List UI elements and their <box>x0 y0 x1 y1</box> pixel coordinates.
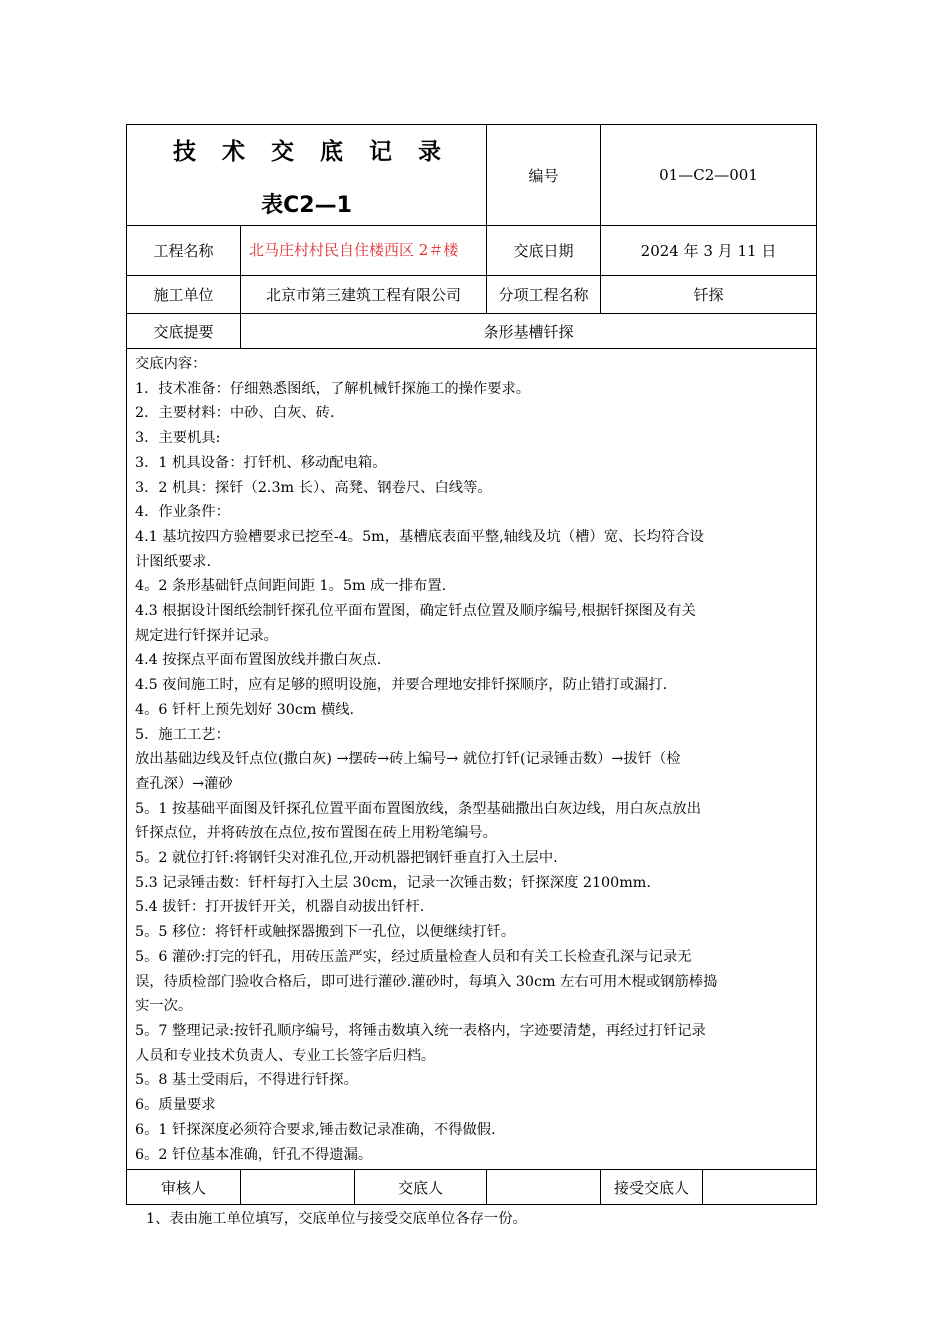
form-title: 技 术 交 底 记 录 <box>172 139 451 165</box>
content-line: 6。1 钎探深度必须符合要求,锤击数记录准确，不得做假. <box>135 1121 496 1138</box>
content-line: 5。6 灌砂:打完的钎孔，用砖压盖严实，经过质量检查人员和有关工长检查孔深与记录无 <box>135 948 692 965</box>
footer-note: 1、表由施工单位填写，交底单位与接受交底单位各存一份。 <box>146 1211 527 1227</box>
construction-unit-value: 北京市第三建筑工程有限公司 <box>241 276 487 314</box>
form-number: 表C2—1 <box>261 193 352 218</box>
content-line: 6。质量要求 <box>135 1097 216 1114</box>
content-line: 5。5 移位：将钎杆或触探器搬到下一孔位，以便继续打钎。 <box>135 924 516 941</box>
number-label: 编号 <box>487 125 601 226</box>
content-line: 4.5 夜间施工时，应有足够的照明设施，并要合理地安排钎探顺序，防止错打或漏打. <box>135 677 668 694</box>
content-line: 4.1 基坑按四方验槽要求已挖至-4。5m，基槽底表面平整,轴线及坑（槽）宽、长均符合设 <box>135 528 704 545</box>
content-line: 4。6 钎杆上预先划好 30cm 横线. <box>135 701 355 718</box>
content-line: 3．1 机具设备：打钎机、移动配电箱。 <box>135 454 387 471</box>
content-line: 5。7 整理记录:按钎孔顺序编号，将锤击数填入统一表格内，字迹要清楚，再经过打钎记录 <box>135 1022 706 1039</box>
content-line: 1．技术准备：仔细熟悉图纸，了解机械钎探施工的操作要求。 <box>135 380 531 397</box>
summary-label: 交底提要 <box>127 314 241 349</box>
content-line: 2．主要材料：中砂、白灰、砖. <box>135 405 335 422</box>
content-line: 5。8 基土受雨后，不得进行钎探。 <box>135 1072 358 1089</box>
content-line: 4.4 按探点平面布置图放线并撒白灰点. <box>135 652 382 669</box>
content-line: 放出基础边线及钎点位(撒白灰) →摆砖→砖上编号→ 就位打钎(记录锤击数）→拔钎（检 <box>135 751 681 768</box>
content-line: 5。1 按基础平面图及钎探孔位置平面布置图放线，条型基础撒出白灰边线，用白灰点放出 <box>135 800 702 817</box>
subitem-label: 分项工程名称 <box>487 276 601 314</box>
title-cell <box>127 125 487 226</box>
content-line: 5.4 拔钎：打开拔钎开关，机器自动拔出钎杆. <box>135 899 425 916</box>
technical-disclosure-table <box>126 124 817 1205</box>
disclosure-content <box>127 349 817 1170</box>
disclosure-date-value: 2024 年 3 月 11 日 <box>601 226 817 276</box>
receiver-signature <box>703 1170 817 1205</box>
project-name-label: 工程名称 <box>127 226 241 276</box>
presenter-signature <box>487 1170 601 1205</box>
content-line: 实一次。 <box>135 998 193 1015</box>
subitem-value: 钎探 <box>601 276 817 314</box>
content-line: 6。2 钎位基本准确，钎孔不得遗漏。 <box>135 1146 373 1163</box>
content-line: 误，待质检部门验收合格后，即可进行灌砂.灌砂时，每填入 30cm 左右可用木棍或钢筋棒捣 <box>135 973 718 990</box>
project-name-value: 北马庄村村民自住楼西区 2＃楼 <box>241 226 487 276</box>
disclosure-date-label: 交底日期 <box>487 226 601 276</box>
construction-unit-label: 施工单位 <box>127 276 241 314</box>
content-line: 3．主要机具: <box>135 430 221 447</box>
content-line: 5.3 记录锤击数：钎杆每打入土层 30cm，记录一次锤击数；钎探深度 2100mm. <box>135 874 651 891</box>
content-line: 5。2 就位打钎:将钢钎尖对准孔位,开动机器把钢钎垂直打入土层中. <box>135 850 558 867</box>
content-line: 交底内容： <box>135 356 207 372</box>
content-line: 5．施工工艺： <box>135 726 230 743</box>
presenter-label: 交底人 <box>355 1170 487 1205</box>
summary-value: 条形基槽钎探 <box>241 314 817 349</box>
record-sheet <box>126 124 816 1205</box>
receiver-label: 接受交底人 <box>601 1170 703 1205</box>
content-line: 查孔深）→灌砂 <box>135 775 233 792</box>
content-line: 3．2 机具：探钎（2.3m 长）、高凳、钢卷尺、白线等。 <box>135 479 492 496</box>
content-line: 规定进行钎探并记录。 <box>135 627 278 644</box>
content-line: 4.3 根据设计图纸绘制钎探孔位平面布置图，确定钎点位置及顺序编号,根据钎探图及有关 <box>135 603 696 620</box>
reviewer-signature <box>241 1170 355 1205</box>
content-line: 4。2 条形基础钎点间距间距 1。5m 成一排布置. <box>135 578 447 595</box>
content-line: 人员和专业技术负责人、专业工长签字后归档。 <box>135 1047 436 1064</box>
content-line: 钎探点位，并将砖放在点位,按布置图在砖上用粉笔编号。 <box>135 825 497 842</box>
reviewer-label: 审核人 <box>127 1170 241 1205</box>
content-line: 4．作业条件： <box>135 504 230 521</box>
number-value: 01—C2—001 <box>601 125 817 226</box>
content-line: 计图纸要求. <box>135 553 212 570</box>
